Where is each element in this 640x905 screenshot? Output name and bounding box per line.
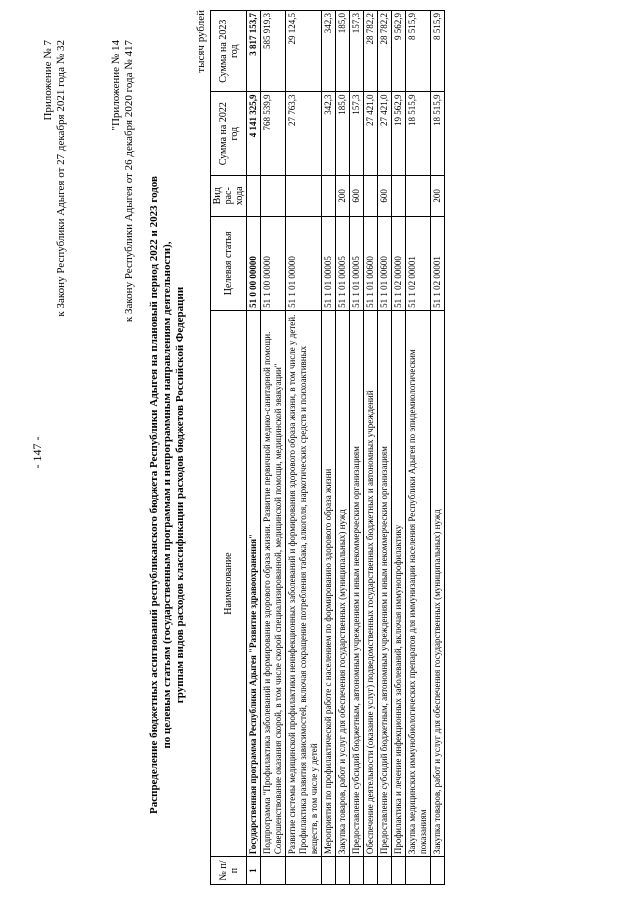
header-num: № п/п — [211, 857, 247, 885]
cell-target: 51 1 02 00000 — [392, 216, 406, 310]
document-title — [148, 175, 187, 815]
cell-name: Обеспечение деятельности (оказание услуг) подведомственных государственных бюджетных и автономных учреждений — [364, 310, 378, 856]
cell-name: Государственная программа Республики Адыгея "Развитие здравоохранения" — [247, 310, 261, 856]
header-target: Целевая статья — [211, 216, 247, 310]
cell-sum-2022: 157,3 — [350, 92, 364, 176]
cell-num — [286, 857, 322, 885]
cell-target: 51 1 02 00001 — [431, 216, 445, 310]
cell-type — [261, 175, 286, 216]
cell-target: 51 0 00 00000 — [247, 216, 261, 310]
table-row — [350, 11, 364, 885]
cell-sum-2022: 27 421,0 — [378, 92, 392, 176]
cell-sum-2023: 342,3 — [322, 11, 336, 92]
cell-num — [406, 857, 431, 885]
table-row — [247, 11, 261, 885]
cell-sum-2023: 8 515,9 — [431, 11, 445, 92]
table-row — [392, 11, 406, 885]
cell-name: Подпрограмма "Профилактика заболеваний и формирование здорового образа жизни. Развитие первичной медико-санитарной помощи. Совершенствование оказания скорой, в том числе скорой специализированной, медицинской помощи, медицинской эвакуации" — [261, 310, 286, 856]
annex-current — [42, 40, 68, 317]
cell-type: 600 — [378, 175, 392, 216]
cell-sum-2022: 768 539,9 — [261, 92, 286, 176]
annex-current-line2: к Закону Республики Адыгея от 27 декабря 2021 года № 32 — [55, 40, 67, 317]
cell-num — [392, 857, 406, 885]
cell-sum-2023: 28 782,2 — [378, 11, 392, 92]
cell-type: 200 — [336, 175, 350, 216]
cell-sum-2022: 18 515,9 — [431, 92, 445, 176]
cell-sum-2023: 157,3 — [350, 11, 364, 92]
cell-name: Предоставление субсидий бюджетным, автономным учреждениям и иным некоммерческим организациям — [378, 310, 392, 856]
header-sum-2022: Сумма на 2022 год — [211, 92, 247, 176]
cell-num — [378, 857, 392, 885]
header-name: Наименование — [211, 310, 247, 856]
cell-sum-2022: 27 421,0 — [364, 92, 378, 176]
cell-target: 51 1 01 00005 — [336, 216, 350, 310]
cell-type — [286, 175, 322, 216]
cell-sum-2023: 29 124,5 — [286, 11, 322, 92]
cell-target: 51 1 00 00000 — [261, 216, 286, 310]
cell-type — [364, 175, 378, 216]
units-label: тысяч рублей — [195, 10, 207, 73]
cell-type: 600 — [350, 175, 364, 216]
cell-name: Закупка товаров, работ и услуг для обеспечения государственных (муниципальных) нужд — [431, 310, 445, 856]
header-sum-2023: Сумма на 2023 год — [211, 11, 247, 92]
table-row — [261, 11, 286, 885]
annex-original-line1: "Приложение № 14 — [110, 40, 122, 131]
cell-target: 51 1 01 00005 — [350, 216, 364, 310]
annex-original-line2: к Закону Республики Адыгея от 26 декабря 2020 года № 417 — [123, 40, 135, 323]
cell-num — [322, 857, 336, 885]
cell-name: Закупка товаров, работ и услуг для обеспечения государственных (муниципальных) нужд — [336, 310, 350, 856]
cell-type: 200 — [431, 175, 445, 216]
cell-name: Мероприятия по профилактической работе с населением по формированию здорового образа жизни — [322, 310, 336, 856]
cell-num: 1 — [247, 857, 261, 885]
cell-sum-2023: 585 919,3 — [261, 11, 286, 92]
table-row — [286, 11, 322, 885]
cell-name: Закупка медицинских иммунобиологических препаратов для иммунизации населения Республики Адыгея по эпидемиологическим показаниям — [406, 310, 431, 856]
cell-sum-2022: 342,3 — [322, 92, 336, 176]
cell-name: Предоставление субсидий бюджетным, автономным учреждениям и иным некоммерческим организациям — [350, 310, 364, 856]
table-row — [378, 11, 392, 885]
cell-sum-2023: 185,0 — [336, 11, 350, 92]
cell-num — [431, 857, 445, 885]
table-row — [431, 11, 445, 885]
page-number: - 147 - — [30, 436, 44, 469]
cell-target: 51 1 02 00001 — [406, 216, 431, 310]
title-line1: Распределение бюджетных ассигнований республиканского бюджета Республики Адыгея на плановый период 2022 и 2023 годов — [148, 176, 160, 814]
title-line3: группам видов расходов классификации расходов бюджетов Российской Федерации — [174, 286, 186, 704]
cell-name: Профилактика и лечение инфекционных заболеваний, включая иммунопрофилактику — [392, 310, 406, 856]
cell-target: 51 1 01 00005 — [322, 216, 336, 310]
cell-type — [247, 175, 261, 216]
title-line2: по целевым статьям (государственным программам и непрограммным направлениям деятельности), — [161, 241, 173, 749]
cell-sum-2023: 3 817 153,7 — [247, 11, 261, 92]
cell-type — [392, 175, 406, 216]
cell-sum-2022: 19 562,9 — [392, 92, 406, 176]
table-row — [322, 11, 336, 885]
cell-type — [322, 175, 336, 216]
cell-sum-2022: 18 515,9 — [406, 92, 431, 176]
annex-original — [110, 40, 136, 322]
cell-num — [336, 857, 350, 885]
table-row — [364, 11, 378, 885]
cell-target: 51 1 01 00600 — [378, 216, 392, 310]
cell-sum-2023: 9 562,9 — [392, 11, 406, 92]
cell-num — [364, 857, 378, 885]
annex-current-line1: Приложение № 7 — [42, 40, 54, 121]
cell-num — [350, 857, 364, 885]
cell-sum-2023: 8 515,9 — [406, 11, 431, 92]
cell-sum-2022: 185,0 — [336, 92, 350, 176]
cell-type — [406, 175, 431, 216]
header-type: Вид рас-хода — [211, 175, 247, 216]
cell-sum-2022: 4 141 325,9 — [247, 92, 261, 176]
budget-table — [210, 10, 445, 885]
cell-sum-2022: 27 763,3 — [286, 92, 322, 176]
cell-target: 51 1 01 00600 — [364, 216, 378, 310]
cell-num — [261, 857, 286, 885]
table-row — [406, 11, 431, 885]
cell-sum-2023: 28 782,2 — [364, 11, 378, 92]
table-row — [336, 11, 350, 885]
cell-name: Развитие системы медицинской профилактики неинфекционных заболеваний и формирования здорового образа жизни, в том числе у детей. Профилактика развития зависимостей, включая сокращение потребления табака, алкоголя, наркотических средств и психоактивных веществ, в том числе у детей — [286, 310, 322, 856]
cell-target: 51 1 01 00000 — [286, 216, 322, 310]
table-header-row — [211, 11, 247, 885]
